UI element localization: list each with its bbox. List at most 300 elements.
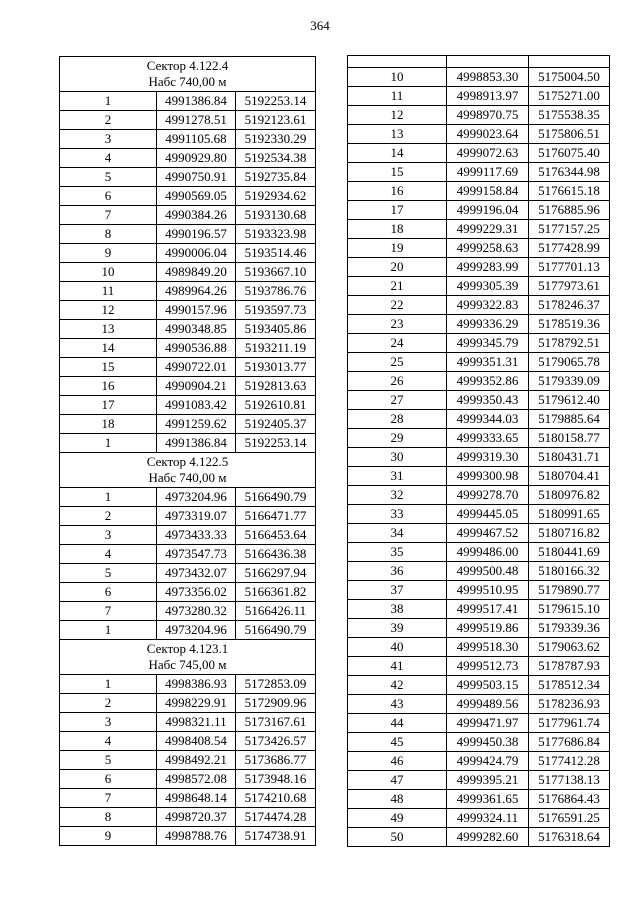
y-coordinate-cell: 5177428.99: [529, 239, 610, 258]
x-coordinate-cell: 4999361.65: [447, 790, 529, 809]
y-coordinate-cell: 5166426.11: [236, 602, 316, 621]
table-row: [348, 828, 610, 847]
x-coordinate-cell: 4990569.05: [157, 187, 236, 206]
x-coordinate-cell: 4999517.41: [447, 600, 529, 619]
point-number-cell: 31: [348, 467, 447, 486]
y-coordinate-cell: 5180441.69: [529, 543, 610, 562]
y-coordinate-cell: 5179065.78: [529, 353, 610, 372]
x-coordinate-cell: 4973432.07: [157, 564, 236, 583]
table-row: [60, 320, 316, 339]
point-number-cell: 29: [348, 429, 447, 448]
y-coordinate-cell: 5192735.84: [236, 168, 316, 187]
y-coordinate-cell: 5192610.81: [236, 396, 316, 415]
table-row: [60, 789, 316, 808]
point-number-cell: 3: [60, 713, 157, 732]
y-coordinate-cell: 5193130.68: [236, 206, 316, 225]
sector-header-row: [60, 57, 316, 92]
y-coordinate-cell: 5179890.77: [529, 581, 610, 600]
y-coordinate-cell: 5192123.61: [236, 111, 316, 130]
y-coordinate-cell: 5173167.61: [236, 713, 316, 732]
y-coordinate-cell: 5172853.09: [236, 675, 316, 694]
table-row: [60, 602, 316, 621]
x-coordinate-cell: 4990196.57: [157, 225, 236, 244]
y-coordinate-cell: 5173948.16: [236, 770, 316, 789]
y-coordinate-cell: 5176615.18: [529, 182, 610, 201]
table-row: [348, 220, 610, 239]
x-coordinate-cell: 4999278.70: [447, 486, 529, 505]
y-coordinate-cell: 5176075.40: [529, 144, 610, 163]
point-number-cell: 34: [348, 524, 447, 543]
table-row: [348, 239, 610, 258]
point-number-cell: 28: [348, 410, 447, 429]
point-number-cell: 12: [348, 106, 447, 125]
table-row: [348, 486, 610, 505]
table-row: [60, 206, 316, 225]
point-number-cell: 5: [60, 751, 157, 770]
point-number-cell: 6: [60, 187, 157, 206]
x-coordinate-cell: 4999336.29: [447, 315, 529, 334]
point-number-cell: 1: [60, 675, 157, 694]
sector-title: Сектор 4.122.4: [146, 58, 229, 73]
table-row: [60, 377, 316, 396]
x-coordinate-cell: 4991105.68: [157, 130, 236, 149]
y-coordinate-cell: 5176885.96: [529, 201, 610, 220]
y-coordinate-cell: 5178792.51: [529, 334, 610, 353]
point-number-cell: 10: [348, 68, 447, 87]
table-row: [60, 732, 316, 751]
table-row: [348, 657, 610, 676]
table-row: [60, 187, 316, 206]
table-row: [348, 68, 610, 87]
y-coordinate-cell: 5193211.19: [236, 339, 316, 358]
table-row: [348, 353, 610, 372]
point-number-cell: 1: [60, 488, 157, 507]
point-number-cell: 49: [348, 809, 447, 828]
x-coordinate-cell: 4999486.00: [447, 543, 529, 562]
left-coordinates-table: [59, 56, 316, 846]
x-coordinate-cell: 4973547.73: [157, 545, 236, 564]
point-number-cell: 4: [60, 732, 157, 751]
sector-header-row: [60, 640, 316, 675]
point-number-cell: 3: [60, 526, 157, 545]
x-coordinate-cell: 4973204.96: [157, 621, 236, 640]
x-coordinate-cell: 4991386.84: [157, 92, 236, 111]
x-coordinate-cell: 4990157.96: [157, 301, 236, 320]
table-row: [348, 258, 610, 277]
x-coordinate-cell: 4999350.43: [447, 391, 529, 410]
table-row: [348, 619, 610, 638]
y-coordinate-cell: 5180158.77: [529, 429, 610, 448]
table-row: [348, 182, 610, 201]
point-number-cell: 36: [348, 562, 447, 581]
table-row: [348, 752, 610, 771]
y-coordinate-cell: 5166361.82: [236, 583, 316, 602]
y-coordinate-cell: 5175271.00: [529, 87, 610, 106]
x-coordinate-cell: 4991278.51: [157, 111, 236, 130]
y-coordinate-cell: 5176344.98: [529, 163, 610, 182]
table-row: [348, 676, 610, 695]
x-coordinate-cell: 4998913.97: [447, 87, 529, 106]
x-coordinate-cell: 4998788.76: [157, 827, 236, 846]
point-number-cell: 44: [348, 714, 447, 733]
point-number-cell: 41: [348, 657, 447, 676]
point-number-cell: 15: [348, 163, 447, 182]
y-coordinate-cell: 5192330.29: [236, 130, 316, 149]
table-row: [348, 581, 610, 600]
table-row: [60, 244, 316, 263]
y-coordinate-cell: 5193786.76: [236, 282, 316, 301]
point-number-cell: 15: [60, 358, 157, 377]
y-coordinate-cell: 5178246.37: [529, 296, 610, 315]
y-coordinate-cell: 5174474.28: [236, 808, 316, 827]
x-coordinate-cell: 4990384.26: [157, 206, 236, 225]
x-coordinate-cell: 4990348.85: [157, 320, 236, 339]
point-number-cell: 7: [60, 602, 157, 621]
y-coordinate-cell: 5166436.38: [236, 545, 316, 564]
x-coordinate-cell: 4999500.48: [447, 562, 529, 581]
y-coordinate-cell: 5180704.41: [529, 467, 610, 486]
table-row: [348, 448, 610, 467]
table-row: [348, 600, 610, 619]
sector-title: Сектор 4.123.1: [146, 641, 229, 656]
x-coordinate-cell: 4999196.04: [447, 201, 529, 220]
table-row: [348, 714, 610, 733]
y-coordinate-cell: 5179885.64: [529, 410, 610, 429]
x-coordinate-cell: 4973319.07: [157, 507, 236, 526]
point-number-cell: 42: [348, 676, 447, 695]
y-coordinate-cell: 5193667.10: [236, 263, 316, 282]
x-coordinate-cell: 4998970.75: [447, 106, 529, 125]
y-coordinate-cell: 5174210.68: [236, 789, 316, 808]
empty-cell: [529, 56, 610, 68]
point-number-cell: 23: [348, 315, 447, 334]
x-coordinate-cell: 4999324.11: [447, 809, 529, 828]
table-row: [348, 771, 610, 790]
point-number-cell: 8: [60, 225, 157, 244]
x-coordinate-cell: 4999229.31: [447, 220, 529, 239]
sector-height: Набс 745,00 м: [148, 657, 227, 672]
x-coordinate-cell: 4990536.88: [157, 339, 236, 358]
x-coordinate-cell: 4973433.33: [157, 526, 236, 545]
y-coordinate-cell: 5193597.73: [236, 301, 316, 320]
x-coordinate-cell: 4999519.86: [447, 619, 529, 638]
x-coordinate-cell: 4999258.63: [447, 239, 529, 258]
point-number-cell: 47: [348, 771, 447, 790]
point-number-cell: 4: [60, 545, 157, 564]
x-coordinate-cell: 4999322.83: [447, 296, 529, 315]
table-row: [348, 391, 610, 410]
sector-header: [60, 57, 316, 92]
point-number-cell: 3: [60, 130, 157, 149]
y-coordinate-cell: 5192534.38: [236, 149, 316, 168]
table-row: [60, 225, 316, 244]
y-coordinate-cell: 5192253.14: [236, 92, 316, 111]
x-coordinate-cell: 4973280.32: [157, 602, 236, 621]
y-coordinate-cell: 5177686.84: [529, 733, 610, 752]
point-number-cell: 5: [60, 564, 157, 583]
x-coordinate-cell: 4999518.30: [447, 638, 529, 657]
y-coordinate-cell: 5192405.37: [236, 415, 316, 434]
table-row: [348, 790, 610, 809]
table-row: [348, 524, 610, 543]
x-coordinate-cell: 4989849.20: [157, 263, 236, 282]
x-coordinate-cell: 4999345.79: [447, 334, 529, 353]
y-coordinate-cell: 5176864.43: [529, 790, 610, 809]
x-coordinate-cell: 4999300.98: [447, 467, 529, 486]
x-coordinate-cell: 4999023.64: [447, 125, 529, 144]
table-row: [348, 125, 610, 144]
y-coordinate-cell: 5166471.77: [236, 507, 316, 526]
x-coordinate-cell: 4991386.84: [157, 434, 236, 453]
x-coordinate-cell: 4999333.65: [447, 429, 529, 448]
table-row: [348, 543, 610, 562]
x-coordinate-cell: 4998408.54: [157, 732, 236, 751]
point-number-cell: 24: [348, 334, 447, 353]
y-coordinate-cell: 5179615.10: [529, 600, 610, 619]
y-coordinate-cell: 5179339.36: [529, 619, 610, 638]
point-number-cell: 13: [348, 125, 447, 144]
y-coordinate-cell: 5179339.09: [529, 372, 610, 391]
table-row: [348, 87, 610, 106]
point-number-cell: 9: [60, 827, 157, 846]
point-number-cell: 1: [60, 92, 157, 111]
y-coordinate-cell: 5193514.46: [236, 244, 316, 263]
point-number-cell: 1: [60, 621, 157, 640]
point-number-cell: 14: [60, 339, 157, 358]
point-number-cell: 2: [60, 694, 157, 713]
y-coordinate-cell: 5178787.93: [529, 657, 610, 676]
table-row: [348, 334, 610, 353]
table-row: [348, 505, 610, 524]
empty-cell: [447, 56, 529, 68]
point-number-cell: 7: [60, 206, 157, 225]
y-coordinate-cell: 5166490.79: [236, 621, 316, 640]
table-row: [60, 434, 316, 453]
table-row: [60, 263, 316, 282]
point-number-cell: 6: [60, 770, 157, 789]
y-coordinate-cell: 5179063.62: [529, 638, 610, 657]
point-number-cell: 32: [348, 486, 447, 505]
table-row: [60, 621, 316, 640]
y-coordinate-cell: 5176591.25: [529, 809, 610, 828]
y-coordinate-cell: 5175004.50: [529, 68, 610, 87]
point-number-cell: 14: [348, 144, 447, 163]
point-number-cell: 45: [348, 733, 447, 752]
table-row: [60, 675, 316, 694]
x-coordinate-cell: 4998720.37: [157, 808, 236, 827]
x-coordinate-cell: 4999512.73: [447, 657, 529, 676]
x-coordinate-cell: 4999158.84: [447, 182, 529, 201]
x-coordinate-cell: 4990006.04: [157, 244, 236, 263]
y-coordinate-cell: 5175806.51: [529, 125, 610, 144]
table-row: [60, 301, 316, 320]
y-coordinate-cell: 5172909.96: [236, 694, 316, 713]
point-number-cell: 22: [348, 296, 447, 315]
point-number-cell: 43: [348, 695, 447, 714]
y-coordinate-cell: 5177157.25: [529, 220, 610, 239]
table-row: [348, 733, 610, 752]
point-number-cell: 7: [60, 789, 157, 808]
x-coordinate-cell: 4999467.52: [447, 524, 529, 543]
x-coordinate-cell: 4999351.31: [447, 353, 529, 372]
table-row: [348, 638, 610, 657]
x-coordinate-cell: 4999072.63: [447, 144, 529, 163]
table-row: [60, 130, 316, 149]
point-number-cell: 2: [60, 507, 157, 526]
y-coordinate-cell: 5180431.71: [529, 448, 610, 467]
x-coordinate-cell: 4999445.05: [447, 505, 529, 524]
table-row: [348, 201, 610, 220]
y-coordinate-cell: 5177961.74: [529, 714, 610, 733]
x-coordinate-cell: 4973356.02: [157, 583, 236, 602]
x-coordinate-cell: 4999282.60: [447, 828, 529, 847]
table-row: [348, 467, 610, 486]
x-coordinate-cell: 4999450.38: [447, 733, 529, 752]
point-number-cell: 5: [60, 168, 157, 187]
table-row: [60, 526, 316, 545]
y-coordinate-cell: 5175538.35: [529, 106, 610, 125]
y-coordinate-cell: 5180166.32: [529, 562, 610, 581]
table-row: [60, 415, 316, 434]
x-coordinate-cell: 4999510.95: [447, 581, 529, 600]
table-row: [60, 827, 316, 846]
point-number-cell: 39: [348, 619, 447, 638]
table-row: [60, 751, 316, 770]
point-number-cell: 27: [348, 391, 447, 410]
y-coordinate-cell: 5178236.93: [529, 695, 610, 714]
point-number-cell: 20: [348, 258, 447, 277]
sector-title: Сектор 4.122.5: [146, 454, 229, 469]
y-coordinate-cell: 5193405.86: [236, 320, 316, 339]
point-number-cell: 2: [60, 111, 157, 130]
y-coordinate-cell: 5173426.57: [236, 732, 316, 751]
x-coordinate-cell: 4998321.11: [157, 713, 236, 732]
page-number: 364: [310, 18, 330, 33]
y-coordinate-cell: 5166453.64: [236, 526, 316, 545]
table-row: [60, 358, 316, 377]
x-coordinate-cell: 4991083.42: [157, 396, 236, 415]
table-row: [348, 372, 610, 391]
point-number-cell: 19: [348, 239, 447, 258]
point-number-cell: 35: [348, 543, 447, 562]
x-coordinate-cell: 4999117.69: [447, 163, 529, 182]
y-coordinate-cell: 5174738.91: [236, 827, 316, 846]
point-number-cell: 48: [348, 790, 447, 809]
y-coordinate-cell: 5177973.61: [529, 277, 610, 296]
sector-header-row: [60, 453, 316, 488]
x-coordinate-cell: 4991259.62: [157, 415, 236, 434]
point-number-cell: 16: [348, 182, 447, 201]
table-row: [60, 583, 316, 602]
point-number-cell: 50: [348, 828, 447, 847]
x-coordinate-cell: 4999283.99: [447, 258, 529, 277]
point-number-cell: 11: [60, 282, 157, 301]
table-row: [348, 296, 610, 315]
x-coordinate-cell: 4998492.21: [157, 751, 236, 770]
table-row: [60, 168, 316, 187]
y-coordinate-cell: 5176318.64: [529, 828, 610, 847]
point-number-cell: 37: [348, 581, 447, 600]
x-coordinate-cell: 4990904.21: [157, 377, 236, 396]
point-number-cell: 10: [60, 263, 157, 282]
table-row: [348, 809, 610, 828]
sector-height: Набс 740,00 м: [148, 74, 227, 89]
point-number-cell: 13: [60, 320, 157, 339]
table-row: [348, 315, 610, 334]
table-row: [60, 488, 316, 507]
point-number-cell: 1: [60, 434, 157, 453]
x-coordinate-cell: 4999471.97: [447, 714, 529, 733]
y-coordinate-cell: 5192813.63: [236, 377, 316, 396]
table-row: [60, 507, 316, 526]
x-coordinate-cell: 4999305.39: [447, 277, 529, 296]
point-number-cell: 40: [348, 638, 447, 657]
table-row: [348, 562, 610, 581]
point-number-cell: 38: [348, 600, 447, 619]
point-number-cell: 18: [60, 415, 157, 434]
table-row: [348, 144, 610, 163]
table-row: [60, 339, 316, 358]
table-row: [60, 694, 316, 713]
y-coordinate-cell: 5193013.77: [236, 358, 316, 377]
x-coordinate-cell: 4998853.30: [447, 68, 529, 87]
right-coordinates-table: [347, 55, 610, 847]
x-coordinate-cell: 4998229.91: [157, 694, 236, 713]
x-coordinate-cell: 4998648.14: [157, 789, 236, 808]
table-row: [60, 149, 316, 168]
y-coordinate-cell: 5180991.65: [529, 505, 610, 524]
x-coordinate-cell: 4999352.86: [447, 372, 529, 391]
point-number-cell: 16: [60, 377, 157, 396]
table-header-spacer: [348, 56, 610, 68]
point-number-cell: 25: [348, 353, 447, 372]
y-coordinate-cell: 5177412.28: [529, 752, 610, 771]
y-coordinate-cell: 5179612.40: [529, 391, 610, 410]
table-row: [60, 92, 316, 111]
sector-header: [60, 453, 316, 488]
point-number-cell: 26: [348, 372, 447, 391]
point-number-cell: 30: [348, 448, 447, 467]
x-coordinate-cell: 4999395.21: [447, 771, 529, 790]
x-coordinate-cell: 4998386.93: [157, 675, 236, 694]
table-row: [348, 163, 610, 182]
x-coordinate-cell: 4989964.26: [157, 282, 236, 301]
table-row: [60, 808, 316, 827]
x-coordinate-cell: 4998572.08: [157, 770, 236, 789]
x-coordinate-cell: 4999319.30: [447, 448, 529, 467]
point-number-cell: 18: [348, 220, 447, 239]
y-coordinate-cell: 5166490.79: [236, 488, 316, 507]
point-number-cell: 6: [60, 583, 157, 602]
y-coordinate-cell: 5177701.13: [529, 258, 610, 277]
y-coordinate-cell: 5193323.98: [236, 225, 316, 244]
table-row: [60, 545, 316, 564]
empty-cell: [348, 56, 447, 68]
sector-height: Набс 740,00 м: [148, 470, 227, 485]
x-coordinate-cell: 4990929.80: [157, 149, 236, 168]
table-row: [348, 277, 610, 296]
table-row: [60, 396, 316, 415]
point-number-cell: 33: [348, 505, 447, 524]
table-row: [348, 410, 610, 429]
point-number-cell: 9: [60, 244, 157, 263]
y-coordinate-cell: 5178519.36: [529, 315, 610, 334]
table-row: [60, 713, 316, 732]
table-row: [60, 564, 316, 583]
x-coordinate-cell: 4999489.56: [447, 695, 529, 714]
y-coordinate-cell: 5166297.94: [236, 564, 316, 583]
x-coordinate-cell: 4999424.79: [447, 752, 529, 771]
